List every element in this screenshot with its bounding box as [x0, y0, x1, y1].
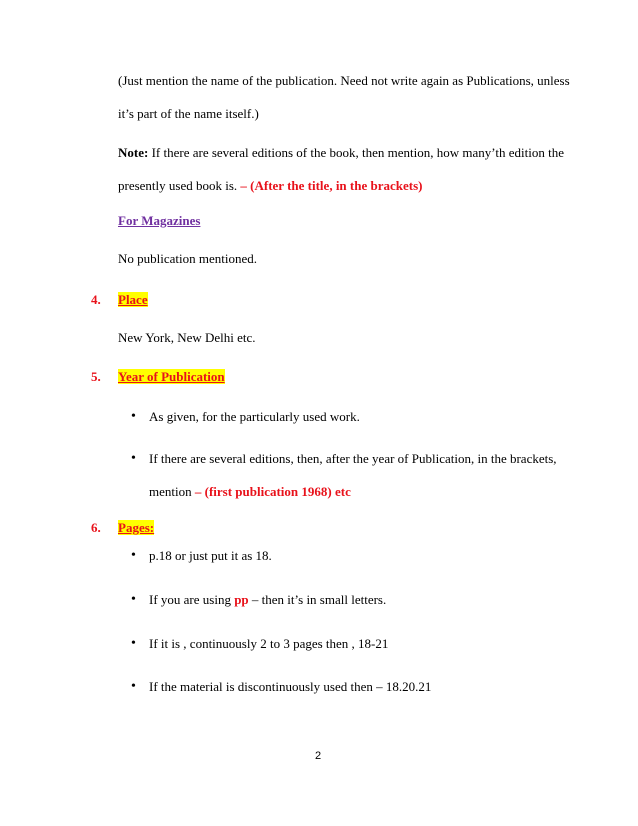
note-text-2: presently used book is.: [118, 178, 241, 193]
section-title-pages: Pages:: [118, 520, 155, 535]
page-number: 2: [315, 750, 322, 762]
section-title-place: Place: [118, 292, 148, 307]
section-number-4: 4.: [91, 292, 101, 307]
pages-bullet-3: If the material is discontinuously used then – 18.20.21: [149, 679, 432, 694]
section-title-year: Year of Publication: [118, 369, 225, 384]
pages-bullet-1: p.18 or just put it as 18.: [149, 548, 272, 563]
year-bullet-2-cont: [149, 484, 351, 500]
section-number-5: 5.: [91, 369, 101, 384]
pp-suffix: – then it’s in small letters.: [248, 592, 387, 607]
place-text: New York, New Delhi etc.: [118, 330, 256, 345]
year-bullet-2: If there are several editions, then, after the year of Publication, in the brackets,: [149, 451, 557, 466]
section-number-6: 6.: [91, 520, 101, 535]
note-label: Note:: [118, 145, 149, 160]
bullet-5-1: •: [131, 409, 136, 424]
section-title-5: [118, 369, 225, 385]
intro-line-1: (Just mention the name of the publication. Need not write again as Publications, unless: [118, 73, 570, 88]
section-title-6: [118, 520, 154, 536]
pages-bullet-pp: [149, 592, 386, 608]
pages-bullet-2: If it is , continuously 2 to 3 pages then , 18-21: [149, 636, 389, 651]
note-line-2: [118, 178, 422, 194]
pp-red: pp: [234, 592, 249, 607]
year-bullet-2-red: – (first publication 1968) etc: [194, 484, 351, 499]
note-line-1: [118, 145, 564, 161]
bullet-5-2: •: [131, 451, 136, 466]
intro-line-2: it’s part of the name itself.): [118, 106, 259, 121]
year-bullet-1: As given, for the particularly used work.: [149, 409, 360, 424]
section-title-4: [118, 292, 148, 308]
bullet-6-3: •: [131, 636, 136, 651]
pp-prefix: If you are using: [149, 592, 235, 607]
note-red-text: – (After the title, in the brackets): [240, 178, 423, 193]
note-text: If there are several editions of the book, then mention, how many’th edition the: [148, 145, 564, 160]
year-bullet-2-prefix: mention: [149, 484, 195, 499]
magazines-heading: For Magazines: [118, 213, 201, 228]
magazines-text: No publication mentioned.: [118, 251, 258, 266]
bullet-6-2: •: [131, 592, 136, 607]
bullet-6-1: •: [131, 548, 136, 563]
bullet-6-4: •: [131, 679, 136, 694]
